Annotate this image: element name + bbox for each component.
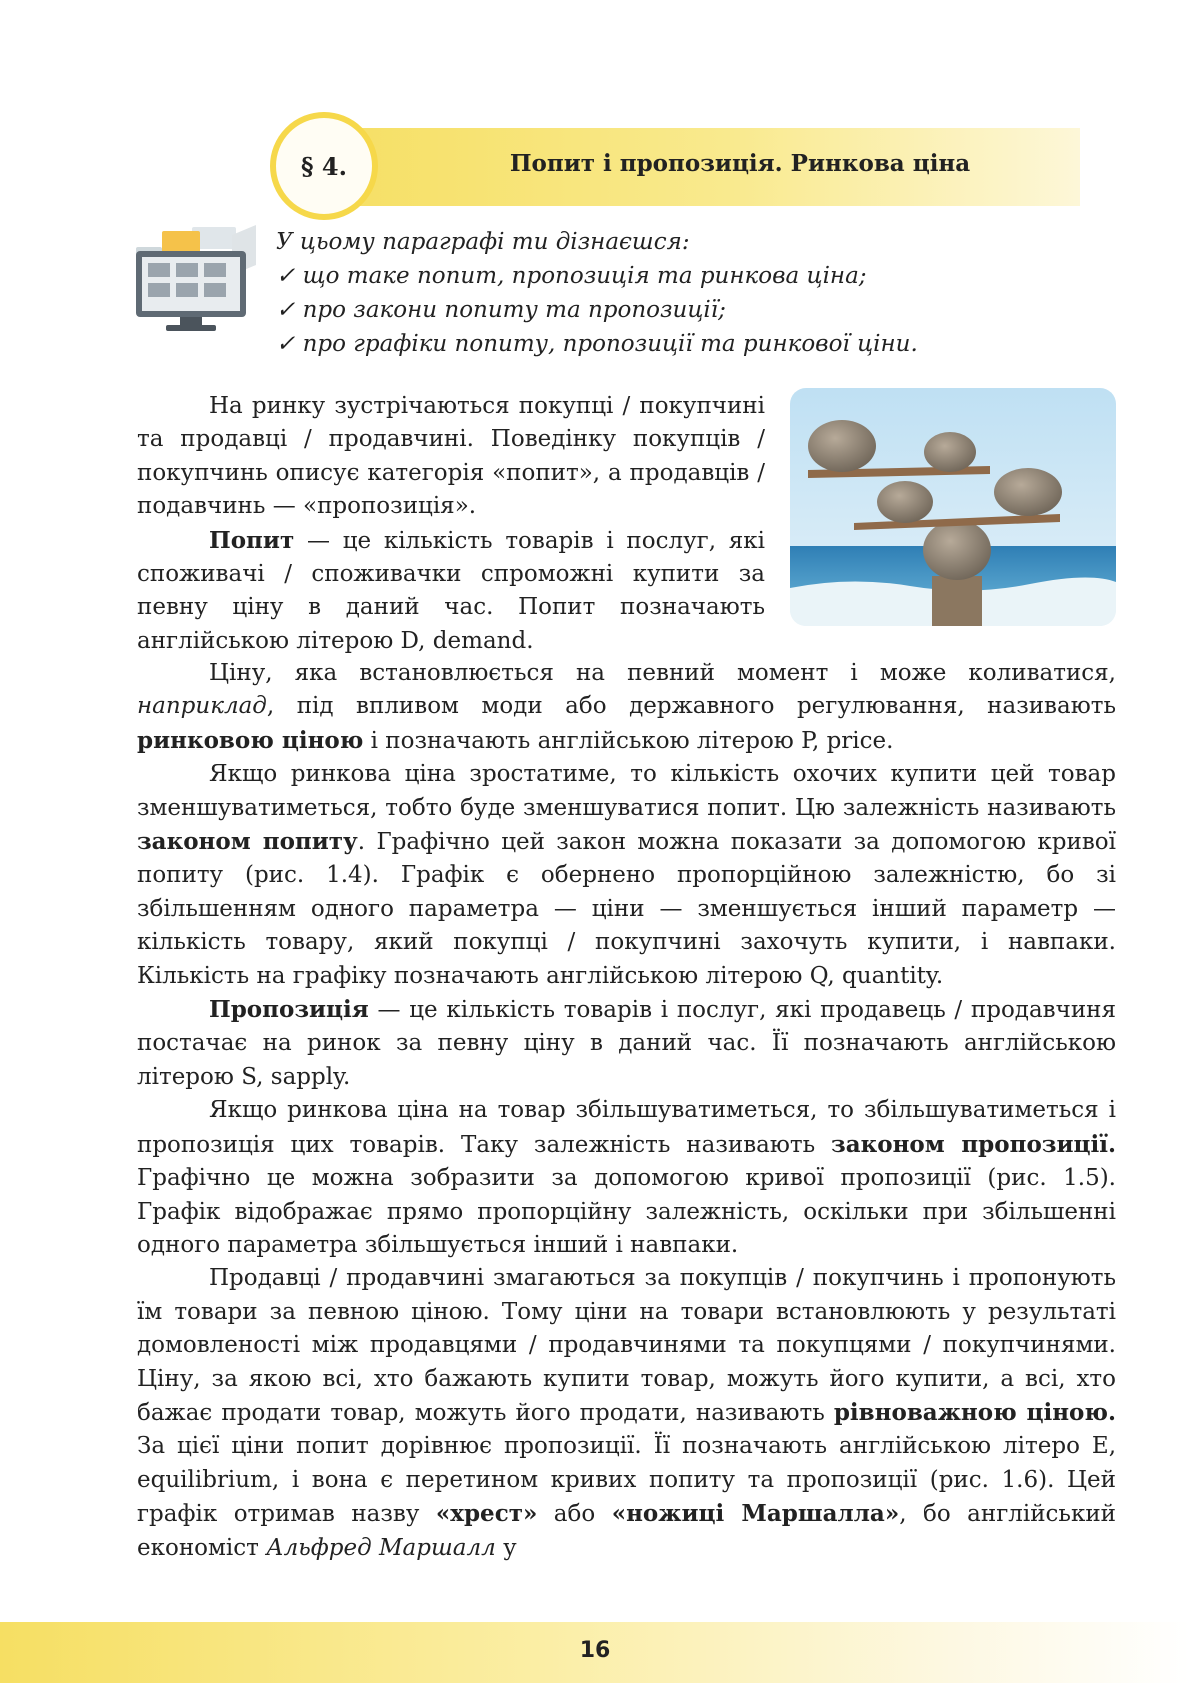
balancing-stones-photo	[790, 388, 1116, 626]
objective-item: ✓ про закони попиту та пропозиції;	[276, 297, 726, 323]
term-demand: Попит	[209, 526, 295, 554]
term-market-price: ринковою ціною	[137, 726, 364, 754]
term-marshall-scissors: «ножиці Маршалла»	[611, 1500, 900, 1528]
name-alfred-marshall: Альфред Маршалл	[266, 1534, 496, 1561]
italic-example: наприклад	[137, 693, 267, 720]
paragraph-market-price: Ціну, яка встановлюється на певний момент і може коливатися, наприклад, під впливом моди або державного регулювання, називають ринковою ціною і позначають англійською літерою P, price.	[137, 660, 1116, 754]
paragraph-demand-definition: Попит — це кількість товарів і послуг, які споживачі / споживачки спроможні купити за певну ціну в даний час. Попит позначають англійською літерою D, demand.	[137, 526, 765, 654]
term-supply: Пропозиція	[209, 996, 369, 1024]
body-text-main	[137, 657, 1116, 1565]
section-number-badge	[270, 112, 378, 220]
paragraph-law-of-supply: Якщо ринкова ціна на товар збільшуватиметься, то збільшуватиметься і пропозиція цих товарів. Таку залежність називають законом пропозиції. Графічно це можна зобразити за допомогою кривої пропозиції (рис. 1.5). Графік відображає прямо пропорційну залежність, оскільки при збільшенні одного параметра збільшується інший і навпаки.	[137, 1097, 1116, 1258]
term-equilibrium-price: рівноважною ціною.	[833, 1398, 1116, 1426]
objective-item: ✓ що таке попит, пропозиція та ринкова ціна;	[276, 263, 867, 289]
page-title: Попит і пропозиція. Ринкова ціна	[509, 150, 971, 177]
objective-item: ✓ про графіки попиту, пропозиції та ринкової ціни.	[276, 331, 918, 357]
paragraph-law-of-demand: Якщо ринкова ціна зростатиме, то кількість охочих купити цей товар зменшуватиметься, тобто буде зменшуватися попит. Цю залежність називають законом попиту. Графічно цей закон можна показати за допомогою кривої попиту (рис. 1.4). Графік є обернено пропорційною залежністю, бо зі збільшенням одного параметра — ціни — зменшується інший параметр — кількість товару, який покупці / покупчині захочуть купити, і навпаки. Кількість на графіку позначають англійською літерою Q, quantity.	[137, 761, 1116, 989]
page-number: 16	[579, 1638, 611, 1663]
monitor-folder-icon	[132, 225, 260, 335]
paragraph-market-intro: На ринку зустрічаються покупці / покупчині та продавці / продавчині. Поведінку покупців / покупчинь описує категорія «попит», а продавців / подавчинь — «пропозиція».	[137, 393, 765, 520]
body-text-column	[137, 390, 765, 658]
section-number: § 4.	[301, 151, 347, 181]
term-law-of-demand: законом попиту	[137, 828, 358, 856]
term-cross: «хрест»	[435, 1500, 538, 1528]
paragraph-equilibrium: Продавці / продавчині змагаються за покупців / покупчинь і пропонують їм товари за певною ціною. Тому ціни на товари встановлюють у результаті домовленості між продавцями / продавчинями та покупцями / покупчинями. Ціну, за якою всі, хто бажають купити товар, можуть його купити, а всі, хто бажає продати товар, можуть його продати, називають рівноважною ціною. За цієї ціни попит дорівнює пропозиції. Її позначають англійською літеро E, equilibrium, і вона є перетином кривих попиту та пропозиції (рис. 1.6). Цей графік отримав назву «хрест» або «ножиці Маршалла», бо англійський економіст Альфред Маршалл у	[137, 1265, 1116, 1561]
objectives-list	[276, 225, 918, 361]
term-law-of-supply: законом пропозиції.	[831, 1130, 1116, 1158]
objectives-intro: У цьому параграфі ти дізнаєшся:	[276, 229, 690, 255]
paragraph-supply-definition: Пропозиція — це кількість товарів і послуг, які продавець / продавчиня постачає на ринок за певну ціну в даний час. Її позначають англійською літерою S, sapply.	[137, 996, 1116, 1090]
